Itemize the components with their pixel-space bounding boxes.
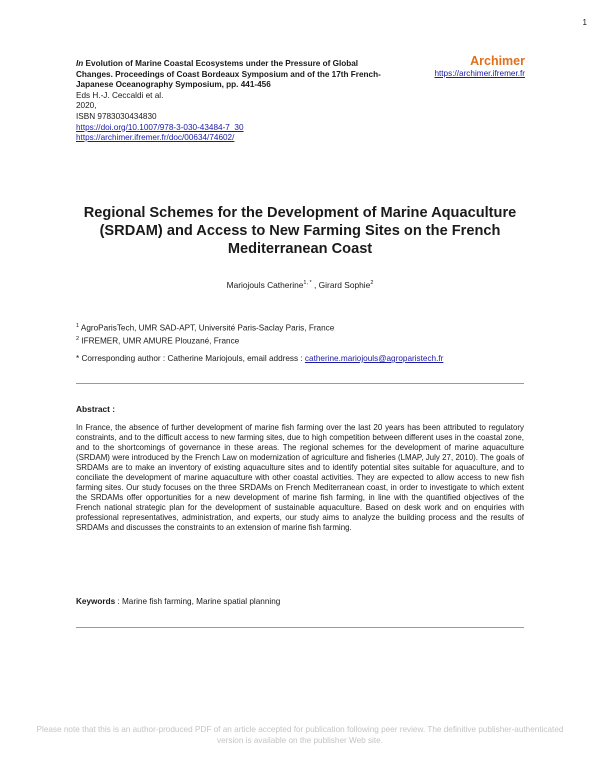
footer-note: Please note that this is an author-produced PDF of an article accepted for publication following peer review. The definitive publisher-authenticated version is available on the publisher Web site.	[36, 725, 564, 745]
brand-name: Archimer	[470, 54, 525, 68]
brand-link[interactable]: https://archimer.ifremer.fr	[434, 69, 525, 78]
affiliation-number: 2	[76, 335, 80, 342]
abstract-heading: Abstract :	[76, 404, 116, 414]
doi-link[interactable]: https://doi.org/10.1007/978-3-030-43484-7_30	[76, 122, 244, 132]
affiliations	[76, 321, 334, 346]
authors	[76, 280, 524, 290]
keywords	[76, 597, 280, 606]
affiliation-1	[76, 321, 334, 334]
archive-link[interactable]: https://archimer.ifremer.fr/doc/00634/74602/	[76, 133, 235, 143]
corresponding-text: * Corresponding author : Catherine Mariojouls, email address :	[76, 354, 305, 363]
page-number: 1	[582, 18, 587, 27]
affiliation-number: 1	[76, 323, 80, 329]
author-2: Girard Sophie	[318, 280, 371, 290]
author-1-affiliation: 1, *	[303, 280, 312, 287]
author-2-affiliation: 2	[370, 280, 374, 287]
affiliation-text: IFREMER, UMR AMURE Plouzané, France	[79, 336, 240, 346]
author-separator: ,	[311, 280, 319, 290]
author-1: Mariojouls Catherine	[226, 280, 304, 290]
keywords-label: Keywords	[76, 597, 116, 606]
divider	[76, 627, 524, 628]
affiliation-2	[76, 334, 334, 347]
citation-prefix: In	[76, 59, 84, 68]
citation-text: Evolution of Marine Coastal Ecosystems under the Pressure of Global Changes. Proceedings of Coast Bordeaux Symposium and of the 17th French-Japanese Oceanography Symposium, pp. 441-456	[76, 59, 381, 90]
paper-title: Regional Schemes for the Development of Marine Aquaculture (SRDAM) and Access to New Farming Sites on the French Mediterranean Coast	[83, 205, 517, 257]
archimer-brand	[434, 54, 525, 79]
divider	[76, 383, 524, 384]
isbn: ISBN 9783030434830	[76, 111, 157, 121]
abstract-text: In France, the absence of further development of marine fish farming over the last 20 years has been attributed to regulatory constraints, and to the difficult access to new farming sites, due to high competition between different uses in the coastal zone, and to the shortcomings of governance in these areas. The regional schemes for the development of marine aquaculture (SRDAM) were introduced by the French Law on modernization of agriculture and fisheries (LMAP, July 27, 2010). The goals of SRDAMs are to make an inventory of existing aquaculture sites and to identify potential sites suitable for aquaculture, and to conciliate the development of marine aquaculture with other coastal activities. They are expected to allow access to new fish farming sites. Our study focuses on the three SRDAMs on French Mediterranean coast, in order to investigate to which extent the SRDAMs offer opportunities for a new development of marine fish farming, in line with the quantified objectives of the French national strategic plan for the development of sustainable aquaculture. Based on desk work and on enquiries with professional representatives, administration, and experts, our study aims to analyze the building process and the results of SRDAMs and discusses the constraints to an extension of marine fish farming.	[76, 423, 524, 533]
corresponding-author	[76, 354, 443, 363]
source-reference	[76, 59, 396, 144]
editors: Eds H.-J. Ceccaldi et al.	[76, 90, 164, 100]
affiliation-text: AgroParisTech, UMR SAD-APT, Université Paris-Saclay Paris, France	[79, 323, 335, 333]
keywords-text: : Marine fish farming, Marine spatial planning	[115, 597, 281, 606]
email-link[interactable]: catherine.mariojouls@agroparistech.fr	[304, 354, 444, 363]
year: 2020,	[76, 101, 97, 111]
citation	[76, 59, 396, 91]
